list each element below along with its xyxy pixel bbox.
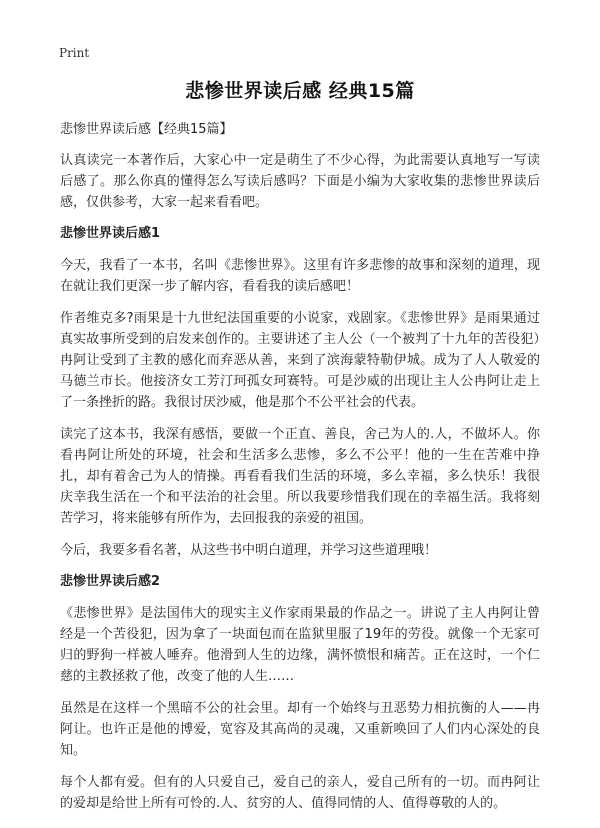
paragraph: 每个人都有爱。但有的人只爱自己，爱自己的亲人，爱自己所有的一切。而冉阿让的爱却是给世上所有可怜的.人、贫穷的人、值得同情的人、值得尊敬的人的。	[60, 775, 540, 811]
paragraph: 今后，我要多看名著，从这些书中明白道理，并学习这些道理哦！	[60, 543, 438, 558]
paragraph: 读完了这本书，我深有感悟，要做一个正直、善良，舍己为人的.人，不做坏人。你看冉阿让所处的环境，社会和生活多么悲惨，多么不公平！他的一生在苦难中挣扎，却有着舍己为人的情操。再看看我们生活的环境，多么幸福，多么快乐！我很庆幸我生活在一个和平法治的社会里。所以我要珍惜我们现在的幸福生活。我将刻苦学习，将来能够有所作为，去回报我的亲爱的祖国。	[60, 427, 540, 526]
section-heading: 悲惨世界读后感1	[60, 226, 161, 241]
section-2	[60, 572, 540, 814]
section-1	[60, 224, 540, 561]
article-subtitle: 悲惨世界读后感【经典15篇】	[60, 122, 233, 137]
paragraph: 虽然是在这样一个黑暗不公的社会里。却有一个始终与丑恶势力相抗衡的人——冉阿让。也许正是他的博爱，宽容及其高尚的灵魂，又重新唤回了人们内心深处的良知。	[60, 701, 540, 758]
print-link[interactable]: Print	[59, 46, 90, 60]
paragraph: 《悲惨世界》是法国伟大的现实主义作家雨果最的作品之一。讲说了主人冉阿让曾经是一个苦役犯，因为拿了一块面包而在监狱里服了19年的劳役。就像一个无家可归的野狗一样被人唾弃。他滑到人生的边缘，满怀愤恨和痛苦。正在这时，一个仁慈的主教拯救了他，改变了他的人生……	[60, 606, 540, 684]
intro-paragraph: 认真读完一本著作后，大家心中一定是萌生了不少心得，为此需要认真地写一写读后感了。那么你真的懂得怎么写读后感吗？下面是小编为大家收集的悲惨世界读后感，仅供参考，大家一起来看看吧。	[60, 153, 540, 210]
section-heading: 悲惨世界读后感2	[60, 574, 161, 589]
paragraph: 作者维克多?雨果是十九世纪法国重要的小说家，戏剧家。《悲惨世界》是雨果通过真实故事所受到的启发来创作的。主要讲述了主人公（一个被判了十九年的苦役犯）冉阿让受到了主教的感化而弃恶从善，来到了滨海蒙特勒伊城。成为了人人敬爱的马德兰市长。他接济女工芳汀珂孤女珂赛特。可是沙威的出现让主人公冉阿让走上了一条挫折的路。我很讨厌沙威，他是那个不公平社会的代表。	[60, 311, 540, 410]
page-title: 悲惨世界读后感 经典15篇	[185, 80, 415, 102]
article-body	[60, 120, 540, 825]
paragraph: 今天，我看了一本书，名叫《悲惨世界》。这里有许多悲惨的故事和深刻的道理，现在就让我们更深一步了解内容，看看我的读后感吧！	[60, 258, 540, 294]
